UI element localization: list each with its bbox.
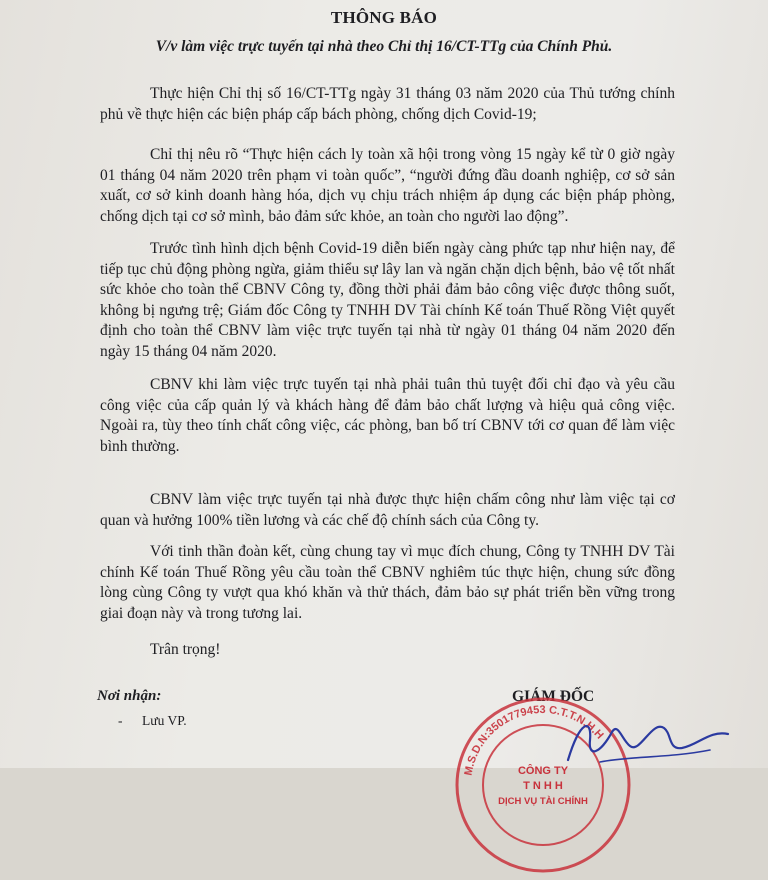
stamp-ring-text: M.S.D.N:3501779453 C.T.T.N.H.H [462,703,606,777]
closing-regards: Trân trọng! [150,641,221,658]
paragraph-timekeeping: CBNV làm việc trực tuyến tại nhà được thực hiện chấm công như làm việc tại cơ quan và hưởng 100% tiền lương và các chế độ chính sách của Công ty. [100,491,675,529]
paragraph-directive-reference: Thực hiện Chỉ thị số 16/CT-TTg ngày 31 tháng 03 năm 2020 của Thủ tướng chính phủ về thực hiện các biện pháp cấp bách phòng, chống dịch Covid-19; [100,85,675,123]
stamp-line-service: DỊCH VỤ TÀI CHÍNH [498,796,588,807]
recipients-label: Nơi nhận: [97,688,162,704]
document-subject: V/v làm việc trực tuyến tại nhà theo Chỉ thị 16/CT-TTg của Chính Phủ. [155,38,613,55]
paragraph-directive-quote: Chỉ thị nêu rõ “Thực hiện cách ly toàn xã hội trong vòng 15 ngày kể từ 0 giờ ngày 01 tháng 04 năm 2020 trên phạm vi toàn quốc”, “người đứng đầu doanh nghiệp, cơ sở sản xuất, cơ sở kinh doanh hàng hóa, dịch vụ chịu trách nhiệm áp dụng các biện pháp phòng, chống dịch tại cơ sở mình, bảo đảm sức khỏe, an toàn cho người lao động”. [100,146,675,225]
stamp-line-type: T N H H [523,780,563,792]
director-title: GIÁM ĐỐC [512,688,595,705]
paragraph-decision: Trước tình hình dịch bệnh Covid-19 diễn biến ngày càng phức tạp như hiện nay, để tiếp tục chủ động phòng ngừa, giảm thiểu sự lây lan và ngăn chặn dịch bệnh, bảo vệ tốt nhất sức khỏe cho toàn thể CBNV Công ty, đồng thời phải đảm bảo công việc được thông suốt, không bị ngưng trệ; Giám đốc Công ty TNHH DV Tài chính Kế toán Thuế Rồng Việt quyết định cho toàn thể CBNV làm việc trực tuyến tại nhà từ ngày 01 tháng 04 năm 2020 đến ngày 15 tháng 04 năm 2020. [100,240,675,360]
paragraph-compliance: CBNV khi làm việc trực tuyến tại nhà phải tuân thủ tuyệt đối chỉ đạo và yêu cầu công việc của cấp quản lý và khách hàng để đảm bảo chất lượng và hiệu quả công việc. Ngoài ra, tùy theo tính chất công việc, các phòng, ban bố trí CBNV tới cơ quan để làm việc bình thường. [100,376,675,455]
recipient-text: Lưu VP. [142,713,187,728]
document-title: THÔNG BÁO [330,8,438,27]
recipient-item [118,713,187,729]
list-dash: - [118,713,123,728]
handwritten-signature [560,710,760,770]
paragraph-solidarity: Với tinh thần đoàn kết, cùng chung tay vì mục đích chung, Công ty TNHH DV Tài chính Kế toán Thuế Rồng yêu cầu toàn thể CBNV nghiêm túc thực hiện, chung sức đồng lòng cùng Công ty vượt qua khó khăn và thử thách, đảm bảo sự phát triển bền vững trong giai đoạn này và trong tương lai. [100,543,675,622]
stamp-line-company: CÔNG TY [517,765,569,777]
